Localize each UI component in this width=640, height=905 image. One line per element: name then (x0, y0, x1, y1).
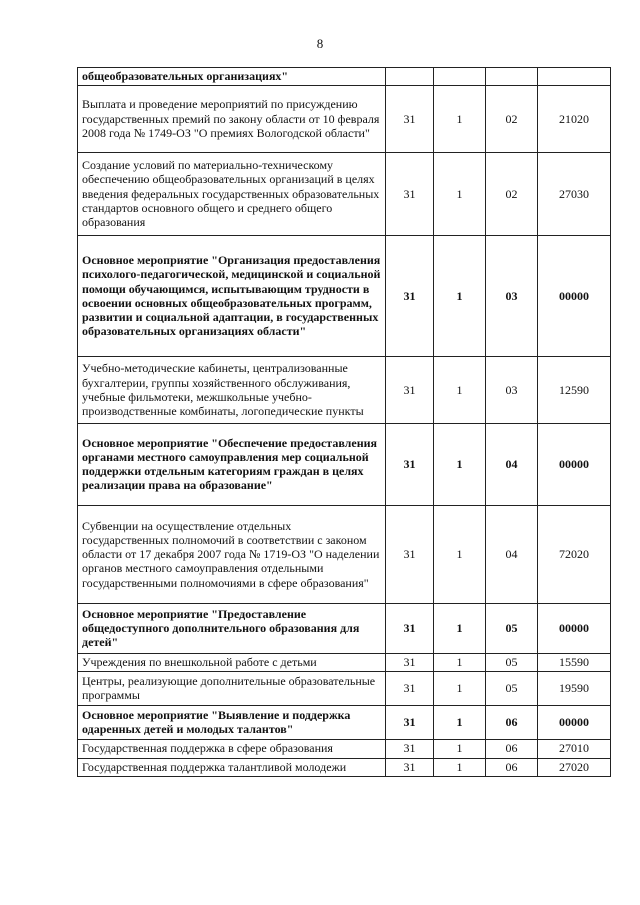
code-cell-1: 31 (386, 758, 434, 776)
code-cell-2: 1 (434, 654, 486, 672)
code-cell-2: 1 (434, 672, 486, 706)
row-name-cell: Субвенции на осуществление отдельных государственных полномочий в соответствии с законом области от 17 декабря 2007 года № 1719-ОЗ "О наделении органов местного самоуправления отдельными государственными полномочиями в сфере образования" (78, 506, 386, 604)
code-cell-3: 03 (486, 236, 538, 357)
table-body (78, 68, 611, 777)
code-cell-2: 1 (434, 424, 486, 506)
row-name-cell: Основное мероприятие "Обеспечение предоставления органами местного самоуправления мер социальной поддержки отдельным категориям граждан в целях реализации права на образование" (78, 424, 386, 506)
code-cell-2: 1 (434, 86, 486, 153)
code-cell-1 (386, 68, 434, 86)
code-cell-2 (434, 68, 486, 86)
row-name-cell: Основное мероприятие "Выявление и поддержка одаренных детей и молодых талантов" (78, 706, 386, 740)
code-cell-1: 31 (386, 236, 434, 357)
table-row-main-activity (78, 236, 611, 357)
table-row (78, 758, 611, 776)
code-cell-4: 72020 (538, 506, 611, 604)
code-cell-3 (486, 68, 538, 86)
code-cell-2: 1 (434, 506, 486, 604)
code-cell-4: 27020 (538, 758, 611, 776)
row-name-cell: Государственная поддержка талантливой молодежи (78, 758, 386, 776)
table-row (78, 506, 611, 604)
code-cell-1: 31 (386, 424, 434, 506)
code-cell-4: 15590 (538, 654, 611, 672)
code-cell-1: 31 (386, 506, 434, 604)
table-row-main-activity (78, 706, 611, 740)
code-cell-3: 05 (486, 654, 538, 672)
code-cell-1: 31 (386, 740, 434, 758)
row-name-cell: Центры, реализующие дополнительные образовательные программы (78, 672, 386, 706)
row-name-cell: Государственная поддержка в сфере образования (78, 740, 386, 758)
table-row (78, 153, 611, 236)
code-cell-3: 06 (486, 706, 538, 740)
code-cell-3: 06 (486, 740, 538, 758)
row-name-cell: общеобразовательных организациях" (78, 68, 386, 86)
code-cell-1: 31 (386, 153, 434, 236)
code-cell-4: 21020 (538, 86, 611, 153)
code-cell-2: 1 (434, 740, 486, 758)
code-cell-3: 05 (486, 672, 538, 706)
code-cell-1: 31 (386, 654, 434, 672)
code-cell-4 (538, 68, 611, 86)
code-cell-3: 05 (486, 604, 538, 654)
table-row (78, 672, 611, 706)
code-cell-4: 12590 (538, 357, 611, 424)
budget-classification-table (77, 67, 611, 777)
table-row (78, 654, 611, 672)
code-cell-1: 31 (386, 706, 434, 740)
code-cell-1: 31 (386, 86, 434, 153)
code-cell-4: 27010 (538, 740, 611, 758)
code-cell-2: 1 (434, 758, 486, 776)
code-cell-4: 00000 (538, 604, 611, 654)
code-cell-3: 03 (486, 357, 538, 424)
code-cell-3: 06 (486, 758, 538, 776)
code-cell-3: 02 (486, 86, 538, 153)
row-name-cell: Основное мероприятие "Организация предоставления психолого-педагогической, медицинской и социальной помощи обучающимся, испытывающим трудности в освоении основных общеобразовательных программ, развитии и социальной адаптации, в государственных образовательных организациях области" (78, 236, 386, 357)
code-cell-1: 31 (386, 672, 434, 706)
code-cell-1: 31 (386, 357, 434, 424)
table-row-main-activity (78, 424, 611, 506)
table-row (78, 357, 611, 424)
code-cell-4: 00000 (538, 236, 611, 357)
code-cell-3: 04 (486, 506, 538, 604)
code-cell-2: 1 (434, 706, 486, 740)
code-cell-2: 1 (434, 604, 486, 654)
code-cell-3: 02 (486, 153, 538, 236)
page-number: 8 (316, 36, 324, 51)
row-name-cell: Создание условий по материально-техническому обеспечению общеобразовательных организаций в целях введения федеральных государственных образовательных стандартов основного общего и среднего общего образования (78, 153, 386, 236)
row-name-cell: Выплата и проведение мероприятий по присуждению государственных премий по закону области от 10 февраля 2008 года № 1749-ОЗ "О премиях Вологодской области" (78, 86, 386, 153)
code-cell-2: 1 (434, 357, 486, 424)
code-cell-2: 1 (434, 153, 486, 236)
code-cell-4: 00000 (538, 706, 611, 740)
row-name-cell: Учебно-методические кабинеты, централизованные бухгалтерии, группы хозяйственного обслуживания, учебные фильмотеки, межшкольные учебно-производственные комбинаты, логопедические пункты (78, 357, 386, 424)
row-name-cell: Учреждения по внешкольной работе с детьми (78, 654, 386, 672)
row-name-cell: Основное мероприятие "Предоставление общедоступного дополнительного образования для детей" (78, 604, 386, 654)
table-row-main-activity (78, 604, 611, 654)
code-cell-1: 31 (386, 604, 434, 654)
code-cell-4: 27030 (538, 153, 611, 236)
code-cell-3: 04 (486, 424, 538, 506)
table-row-main-activity (78, 68, 611, 86)
table-row (78, 86, 611, 153)
code-cell-4: 19590 (538, 672, 611, 706)
table-row (78, 740, 611, 758)
code-cell-2: 1 (434, 236, 486, 357)
code-cell-4: 00000 (538, 424, 611, 506)
